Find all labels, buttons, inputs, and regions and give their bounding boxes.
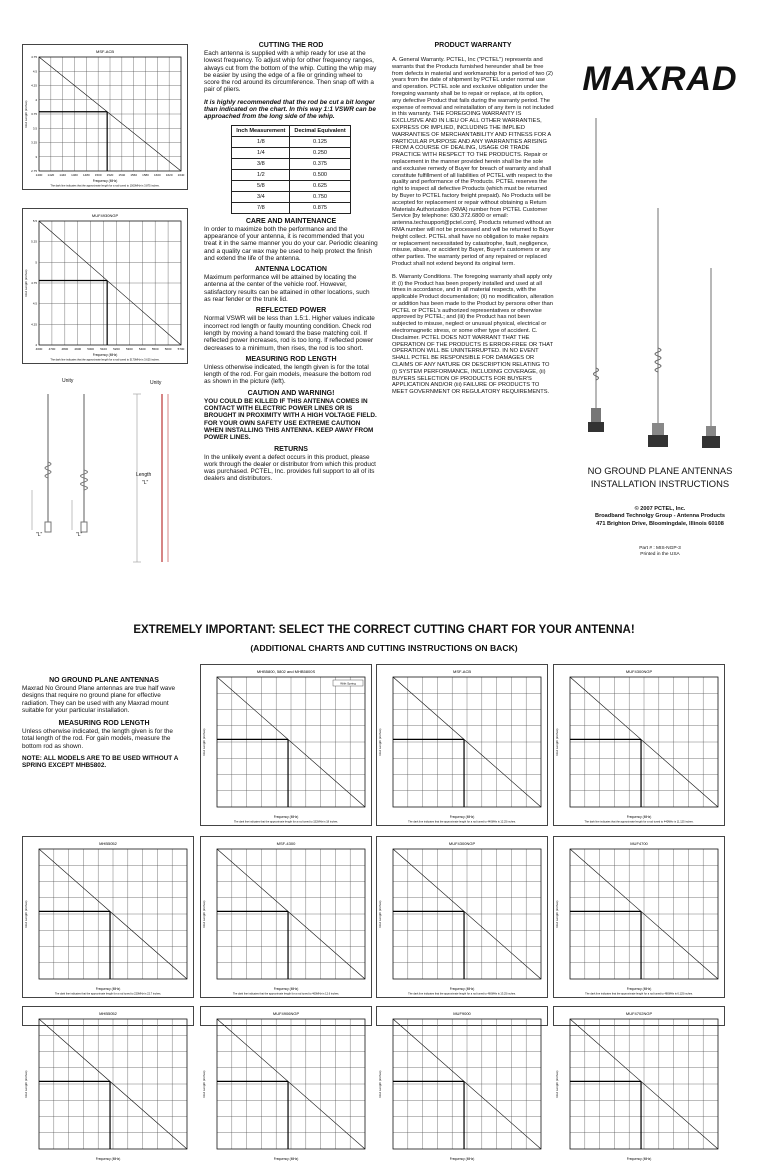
y-tick-label: 4.75 — [31, 55, 37, 59]
x-axis-label: Frequency (MHz) — [273, 815, 299, 819]
x-tick-label: 1580 — [142, 173, 149, 177]
chart-caption: The dark line indicates that the approximate length for a rod tuned to 460MHz is 12.6 inches. — [232, 992, 340, 996]
ngp-section — [22, 673, 186, 770]
returns-text: In the unlikely event a defect occurs in this product, please work through the dealer or distributor from which this product was purchased. PCTEL, Inc. provides full support to all of its dealers and distributors. — [204, 453, 376, 483]
cutting-chart — [376, 664, 548, 826]
y-axis-label: Rod Length (inches) — [378, 1070, 382, 1098]
y-axis-label: Rod Length (inches) — [378, 900, 382, 928]
legend-label: With Spring — [340, 681, 356, 686]
x-tick-label: 5300 — [126, 347, 133, 351]
chart-title: MHB5052 — [99, 1011, 117, 1016]
returns-title: RETURNS — [274, 445, 308, 453]
y-tick-label: 3 — [35, 154, 37, 159]
headline-select: : SELECT THE CORRECT CUTTING CHART FOR YOUR ANTENNA! — [271, 624, 635, 636]
x-tick-label: 4700 — [48, 347, 56, 351]
warranty-column — [392, 38, 554, 396]
length-l-label: "L" — [142, 480, 149, 486]
cutting-chart-svg — [201, 1007, 371, 1167]
x-axis-label: Frequency (MHz) — [626, 1157, 652, 1161]
x-axis-label: Frequency (MHz) — [92, 353, 118, 357]
cutting-chart — [376, 1006, 548, 1161]
x-axis-label: Frequency (MHz) — [95, 987, 121, 991]
location-text: Maximum performance will be attained by locating the antenna at the center of the vehicle roof. However, satisfactory results can be attained in other locations, such as rear fender or the trunk lid. — [204, 274, 370, 304]
reflected-text: Normal VSWR will be less than 1.5:1. Higher values indicate incorrect rod length or faulty mounting condition. Check rod length by moving a hand toward the base matching coil. If reflected power increases, rod is too long. If reflected power decreases to a minimum, then rises, the rod is too short. — [204, 315, 375, 352]
x-tick-label: 5700 — [177, 347, 185, 351]
cutting-chart-svg — [23, 1007, 193, 1167]
ngp-title: NO GROUND PLANE ANTENNAS — [49, 677, 159, 684]
mid-l-label: "L" — [76, 532, 83, 538]
table-cell: 3/8 — [232, 158, 290, 169]
chart-title: MHB5800, 5802 and MHB5800S — [256, 669, 316, 674]
table-cell: 0.125 — [290, 136, 350, 147]
left-l-label: "L" — [36, 532, 43, 538]
ngp-text: Maxrad No Ground Plane antennas are true half wave designs that require no ground plane for effective radiation. They can be used with any Maxrad mount suitable for your particular installation. — [22, 685, 176, 714]
cutting-chart — [553, 664, 725, 826]
cutting-chart — [376, 836, 548, 998]
y-tick-label: 4.25 — [31, 83, 37, 88]
cutting-chart — [200, 1006, 372, 1161]
chart-title: MUF4702NGP — [625, 1011, 653, 1016]
y-axis-label: Rod Length (inches) — [202, 728, 206, 756]
chart-title: MUF9000 — [453, 1011, 471, 1016]
table-cell: 1/8 — [232, 136, 290, 147]
cutting-chart — [200, 664, 372, 826]
y-axis-label: Rod Length (inches) — [378, 728, 382, 756]
y-tick-label: 4.5 — [32, 301, 37, 306]
ngp-measure-title: MEASURING ROD LENGTH — [58, 720, 150, 728]
x-axis-label: Frequency (MHz) — [449, 1157, 475, 1161]
table-cell: 1/2 — [232, 169, 290, 180]
x-tick-label: 1440 — [59, 173, 67, 177]
cutting-chart-svg — [554, 837, 724, 997]
x-tick-label: 1560 — [130, 173, 138, 177]
y-tick-label: 4 — [35, 343, 37, 347]
y-tick-label: 2.75 — [31, 169, 37, 173]
x-axis-label: Frequency (MHz) — [449, 987, 475, 991]
warranty-a: A. General Warranty. PCTEL, Inc ("PCTEL") represents and warrants that the Products furnished hereunder shall be free from defects in material and workmanship for a period of two (2) years from the date of shipment by PCTEL under normal use and operation. PCTEL sole and exclusive obligation under the foregoing warranty shall be to repair or replace, at its option, any defective Product that fails during the warranty period. The expense of removal and reinstallation of any item is not included in this warranty. THE FOREGOING WARRANTY IS EXCLUSIVE AND IN LIEU OF ALL OTHER WARRANTIES, EXPRESS OR IMPLIED, INCLUDING THE IMPLIED WARRANTIES OF MERCHANTABILITY AND FITNESS FOR A PARTICULAR PURPOSE AND ANY WARRANTIES ARISING FROM A COURSE OF DEALING, USAGE OR TRADE PRACTICE WITH RESPECT TO THE PRODUCTS. Repair or replacement in the manner provided herein shall be the sole and exclusive remedy of Buyer for breach of warranty and shall constitute fulfillment of all liabilities of PCTEL with respect to the quality and performance of the Products. PCTEL reserves the right to inspect all defective Products (which must be returned by Buyer to PCTEL factory freight prepaid). No Products will be accepted for replacement or repair without obtaining a Return Materials Authorization (RMA) number from PCTEL Customer Service [by telephone: 630.372.6800 or email: antenna.techsupport@pctel.com]. Products returned without an RMA number will not be processed and will be returned to Buyer freight collect. PCTEL shall have no obligation to make repairs or replacement necessitated by catastrophe, fault, negligence, misuse, abuse, or accident by Buyer, Buyer's customers or any other parties. The warranty period of any repaired or replaced Product shall not extend beyond its original term. — [392, 57, 554, 267]
cutting-note: It is highly recommended that the rod be cut a bit longer than indicated on the chart. In this way 1:1 VSWR can be approached from the long side of the whip. — [204, 98, 376, 121]
x-tick-label: 1460 — [71, 173, 78, 177]
cover-title-1: NO GROUND PLANE ANTENNAS — [587, 465, 733, 476]
x-axis-label: Frequency (MHz) — [273, 1157, 299, 1161]
table-cell: 0.625 — [290, 180, 350, 191]
care-text: In order to maximize both the performance and the appearance of your antenna, it is recommended that you treat it in the same manner you do your car. Periodic cleaning and a quality car wax may be used to help protect the finish and extend the life of the antenna. — [204, 225, 378, 262]
x-tick-label: 5600 — [164, 347, 172, 351]
y-axis-label: Rod Length (inches) — [555, 900, 559, 928]
chart-muf4930ngp-top — [22, 208, 188, 364]
y-axis-label: Rod Length (inches) — [202, 1070, 206, 1098]
cutting-chart — [22, 1006, 194, 1161]
caution-text: YOU COULD BE KILLED IF THIS ANTENNA COMES IN CONTACT WITH ELECTRIC POWER LINES OR IS BROUGHT IN PROXIMITY WITH A HIGH VOLTAGE FIELD. FOR YOUR OWN SAFETY USE EXTREME CAUTION WHEN INSTALLING THIS ANTENNA. KEEP AWAY FROM POWER LINES. — [204, 397, 377, 442]
y-axis-label: Rod Length (inches) — [202, 900, 206, 928]
cutting-chart-svg — [201, 665, 371, 825]
x-tick-label: 1400 — [35, 173, 43, 177]
x-tick-label: 1600 — [153, 173, 161, 177]
table-cell: 7/8 — [232, 202, 290, 213]
x-tick-label: 1420 — [47, 173, 55, 177]
table-cell: 0.375 — [290, 158, 350, 169]
cover-group: Broadband Technolgy Group - Antenna Products — [595, 513, 725, 520]
y-axis-label: Rod Length (inches) — [24, 1070, 28, 1098]
table-cell: 0.500 — [290, 169, 350, 180]
x-axis-label: Frequency (MHz) — [626, 987, 652, 991]
chart-title: MSF-4300 — [276, 841, 296, 846]
cutting-chart-svg — [377, 837, 547, 997]
chart-title: MUF4300NGP — [448, 841, 476, 846]
x-tick-label: 1620 — [165, 173, 173, 177]
warranty-title: PRODUCT WARRANTY — [434, 42, 512, 49]
chart-caption: The dark line indicates that the approximate length for a rod tuned to 440MHz is 12.25 inches. — [408, 820, 516, 824]
cutting-chart-svg — [377, 665, 547, 825]
cutting-chart-svg — [554, 665, 724, 825]
x-tick-label: 1480 — [82, 173, 90, 177]
ngp-measure-text: Unless otherwise indicated, the length given is for the total length of the rod. For gain models, measure the bottom rod as shown. — [22, 728, 173, 750]
conversion-table — [231, 125, 350, 214]
chart-title: MUF4300NGP — [625, 669, 653, 674]
unity-label-left: Unity — [62, 378, 74, 384]
x-axis-label: Frequency (MHz) — [449, 815, 475, 819]
ngp-note: NOTE: ALL MODELS ARE TO BE USED WITHOUT A SPRING EXCEPT MHB5802. — [22, 755, 179, 770]
y-axis-label: Rod Length (inches) — [555, 1070, 559, 1098]
y-axis-label: Rod Length (inches) — [24, 100, 28, 128]
x-tick-label: 1500 — [94, 173, 102, 177]
unity-label-right: Unity — [150, 380, 162, 386]
headline-subtitle: (ADDITIONAL CHARTS AND CUTTING INSTRUCTIONS ON BACK) — [250, 643, 518, 653]
instructions-column — [204, 38, 378, 483]
y-tick-label: 4.25 — [31, 322, 37, 327]
chart-caption: The dark line indicates that the approximate length for a rod tuned to 440MHz is 11.125 inches. — [584, 820, 694, 824]
length-label: Length — [136, 472, 152, 478]
x-tick-label: 5100 — [100, 347, 107, 351]
x-tick-label: 4900 — [74, 347, 82, 351]
cutting-chart — [553, 1006, 725, 1161]
chart-caption: The dark line indicates that the approximate length for a rod tuned to 5170MHz is 3.625 inches. — [50, 358, 160, 362]
y-tick-label: 4.5 — [32, 69, 37, 74]
table-cell: 0.250 — [290, 147, 350, 158]
table-cell: 0.750 — [290, 191, 350, 202]
x-tick-label: 4600 — [35, 347, 43, 351]
chart-caption: The dark line indicates that the approximate length for a rod tuned to 460MHz is 13.25 inches. — [408, 992, 516, 996]
cover-panel — [566, 60, 754, 580]
conversion-header-inch: Inch Measurement — [232, 125, 290, 136]
maxrad-logo: MAXRAD — [582, 60, 738, 98]
measuring-title: MEASURING ROD LENGTH — [245, 355, 337, 363]
x-tick-label: 5000 — [87, 347, 94, 351]
headline — [0, 624, 768, 653]
y-tick-label: 5.5 — [32, 219, 37, 223]
x-tick-label: 5400 — [138, 347, 146, 351]
cutting-text: Each antenna is supplied with a whip ready for use at the lowest frequency. To adjust whip for other frequency ranges, always cut from the bottom of the whip. Cutting the whip may be easier by using the edge of a file or grinding wheel to score the rod around its circumference. Then snap off with a pair of pliers. — [204, 50, 377, 94]
table-cell: 1/4 — [232, 147, 290, 158]
y-axis-label: Rod Length (inches) — [555, 728, 559, 756]
y-tick-label: 4 — [35, 97, 37, 102]
y-tick-label: 4.75 — [31, 281, 37, 285]
y-axis-label: Rod Length (inches) — [24, 269, 28, 297]
caution-title: CAUTION AND WARNING! — [247, 389, 335, 397]
chart-title: MUF4700 — [630, 841, 648, 846]
y-tick-label: 3.25 — [31, 140, 37, 145]
y-tick-label: 5.25 — [31, 239, 37, 244]
x-tick-label: 1640 — [177, 173, 185, 177]
cover-copyright: © 2007 PCTEL, Inc. — [634, 506, 686, 512]
x-axis-label: Frequency (MHz) — [92, 179, 118, 183]
chart-caption: The dark line indicates that the approximate length for a rod tuned to 1500MHz is 3.875 inches. — [50, 184, 160, 188]
y-tick-label: 3.75 — [31, 112, 37, 116]
chart-caption: The dark line indicates that the approximate length for a rod tuned to 152MHz is 18 inches. — [233, 820, 339, 824]
y-tick-label: 3.5 — [32, 126, 37, 131]
x-tick-label: 1540 — [118, 173, 126, 177]
chart-caption: The dark line indicates that the approximate length for a rod tuned to 480MHz is 6.125 inches. — [585, 992, 693, 996]
cutting-chart — [200, 836, 372, 998]
x-tick-label: 5200 — [113, 347, 120, 351]
chart-title: MUF4906NGP — [272, 1011, 300, 1016]
cutting-chart-svg — [554, 1007, 724, 1167]
chart-title: MSF-ACB — [453, 669, 471, 674]
table-cell: 0.875 — [290, 202, 350, 213]
x-axis-label: Frequency (MHz) — [273, 987, 299, 991]
table-cell: 3/4 — [232, 191, 290, 202]
chart-title: MUF4930NGP — [91, 213, 119, 218]
cover-part-number: Part # : MIS-NGP-3 — [639, 546, 681, 551]
cutting-chart-svg — [201, 837, 371, 997]
x-axis-label: Frequency (MHz) — [95, 1157, 121, 1161]
headline-important: EXTREMELY IMPORTANT — [133, 624, 272, 636]
chart-title: MHB5052 — [99, 841, 117, 846]
cover-printed: Printed in the USA — [640, 552, 680, 557]
cover-title-2: INSTALLATION INSTRUCTIONS — [590, 478, 730, 489]
x-axis-label: Frequency (MHz) — [626, 815, 652, 819]
cutting-chart — [22, 836, 194, 998]
chart-msf-acb-top — [22, 44, 188, 190]
chart-caption: The dark line indicates that the approximate length for a rod tuned to 220MHz is 22.7 inches. — [54, 992, 162, 996]
x-tick-label: 5500 — [151, 347, 159, 351]
x-tick-label: 1520 — [106, 173, 114, 177]
reflected-title: REFLECTED POWER — [255, 307, 327, 315]
conversion-header-decimal: Decimal Equivalent — [290, 125, 350, 136]
cutting-title: CUTTING THE ROD — [258, 42, 324, 49]
cutting-chart-svg — [23, 837, 193, 997]
y-axis-label: Rod Length (inches) — [24, 900, 28, 928]
antenna-diagram — [22, 372, 186, 572]
antenna-drawing — [22, 372, 186, 572]
measuring-text: Unless otherwise indicated, the length given is for the total length of the rod. For gain models, measure the bottom rod as shown in the picture (left). — [204, 363, 371, 386]
antenna-photos — [566, 108, 754, 458]
chart-title: MSF-ACB — [96, 49, 114, 54]
care-title: CARE AND MAINTENANCE — [245, 217, 337, 225]
location-title: ANTENNA LOCATION — [255, 266, 327, 274]
cover-address: 471 Brighton Drive, Bloomingdale, Illinois 60108 — [596, 520, 724, 527]
cutting-chart-svg — [377, 1007, 547, 1167]
x-tick-label: 4800 — [61, 347, 69, 351]
y-tick-label: 5 — [35, 260, 37, 265]
cutting-chart — [553, 836, 725, 998]
table-cell: 5/8 — [232, 180, 290, 191]
warranty-b: B. Warranty Conditions. The foregoing warranty shall apply only if: (i) the Product has been properly installed and used at all times in accordance, and in all material respects, with the applicable Product documentation; (ii) no modification, alteration or addition has been made to the Product by persons other than PCTEL or PCTEL's authorized representatives or otherwise approved by PCTEL; and (iii) the Product has not been subjected to misuse, neglect or unusual physical, electrical or electromagnetic stress, or some other type of accident. C. Disclaimer. PCTEL DOES NOT WARRANT THAT THE OPERATION OF THE PRODUCTS IS ERROR-FREE OR THAT OPERATION WILL BE UNINTERRUPTED. IN NO EVENT SHALL PCTEL BE RESPONSIBLE FOR DAMAGES OR CLAIMS OF ANY NATURE OR DESCRIPTION RELATING TO (i) SYSTEM PERFORMANCE, INCLUDING COVERAGE, (ii) BUYERS SELECTION OF PRODUCTS FOR BUYER'S APPLICATION AND/OR (iii) FAILURE OF PRODUCTS TO MEET GOVERNMENT OR REGULATORY REQUIREMENTS. — [392, 273, 554, 396]
